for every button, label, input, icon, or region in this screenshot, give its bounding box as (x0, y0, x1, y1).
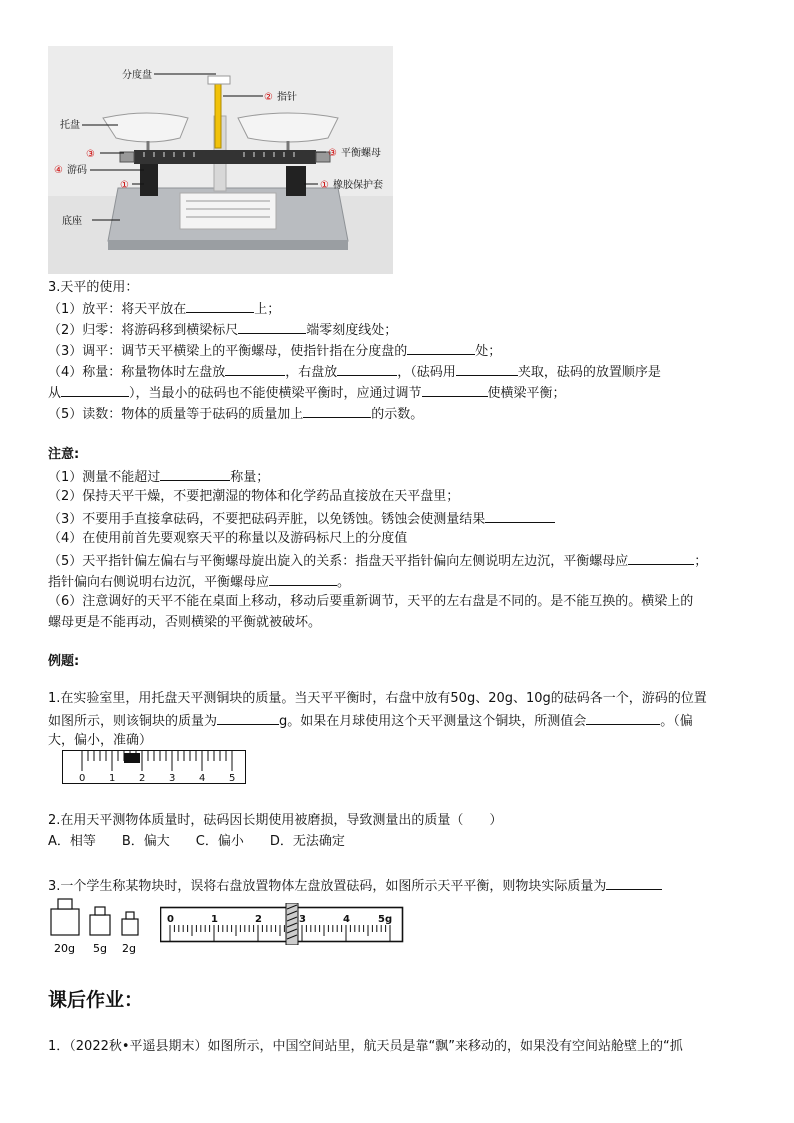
note-1: （1）测量不能超过 称量； (48, 466, 269, 488)
weight-20g: 20g (54, 942, 75, 955)
note-6-line2: 螺母更是不能再动，否则横梁的平衡就被破坏。 (48, 615, 322, 630)
examples-title: 例题: (48, 654, 80, 669)
label-base: 底座 (62, 216, 82, 227)
rider-ruler-1 (62, 750, 246, 786)
note-2: （2）保持天平干燥，不要把潮湿的物体和化学药品直接放在天平盘里； (48, 489, 460, 504)
marker-rubber-left: ① (120, 180, 129, 191)
usage-step-2: （2）归零：将游码移到横梁标尺 端零刻度线处； (48, 319, 397, 341)
example-2: 2.在用天平测物体质量时，砝码因长期使用被磨损，导致测量出的质量（ ） (48, 813, 503, 828)
usage-step-1: （1）放平：将天平放在 上； (48, 298, 280, 320)
ruler1-label-4: 4 (199, 773, 206, 784)
ruler2-label-0: 0 (167, 914, 174, 925)
usage-step-3: （3）调平：调节天平横梁上的平衡螺母，使指针指在分度盘的 处； (48, 340, 501, 362)
usage-title: 3.天平的使用： (48, 280, 139, 295)
ruler2-label-4: 4 (343, 914, 350, 925)
weight-5g: 5g (93, 942, 107, 955)
label-balance-nut: 平衡螺母 (341, 148, 381, 159)
example-1-line3: 大，偏小，准确） (48, 733, 153, 748)
note-6-line1: （6）注意调好的天平不能在桌面上移动，移动后要重新调节，天平的左右盘是不同的。是不能互换的。横梁上的 (48, 594, 694, 609)
weights-svg (48, 895, 148, 957)
usage-step-4-line1: （4）称量：称量物体时左盘放 ，右盘放 ，（砝码用 夹取，砝码的放置顺序是 (48, 361, 661, 383)
ruler2-label-3: 3 (299, 914, 306, 925)
note-5-line1: （5）天平指针偏左偏右与平衡螺母旋出旋入的关系：指盘天平指针偏向左侧说明左边沉，平衡螺母应 ； (48, 550, 707, 572)
ruler1-label-5: 5 (229, 773, 236, 784)
rider-ruler-2 (160, 903, 406, 945)
rider-ruler-1-svg (62, 750, 246, 786)
weights-figure (48, 895, 148, 957)
example-1-line1: 1.在实验室里，用托盘天平测铜块的质量。当天平平衡时，右盘中放有50g、20g、10g的砝码各一个，游码的位置 (48, 691, 707, 706)
label-scale-plate: 分度盘 (122, 70, 152, 81)
usage-step-5: （5）读数：物体的质量等于砝码的质量加上 的示数。 (48, 403, 423, 425)
homework-q1: 1．（2022秋•平遥县期末）如图所示，中国空间站里，航天员是靠“飘”来移动的，如果没有空间站舱壁上的“抓 (48, 1039, 683, 1054)
marker-pointer: ② (264, 92, 273, 103)
marker-nut-left: ③ (86, 149, 95, 160)
ruler2-label-2: 2 (255, 914, 262, 925)
weight-2g: 2g (122, 942, 136, 955)
ruler1-label-0: 0 (79, 773, 86, 784)
homework-title: 课后作业： (48, 989, 144, 1011)
ruler2-label-end: 5g (378, 914, 393, 925)
balance-illustration (48, 46, 393, 274)
marker-rider: ④ (54, 165, 63, 176)
label-rider: 游码 (67, 165, 87, 176)
example-3: 3.一个学生称某物块时，误将右盘放置物体左盘放置砝码，如图所示天平平衡，则物块实际质量为 (48, 875, 662, 897)
example-1-line2: 如图所示，则该铜块的质量为 g。如果在月球使用这个天平测量这个铜块，所测值会 。（偏 (48, 710, 693, 732)
rider-ruler-2-svg (160, 903, 406, 945)
ruler1-label-2: 2 (139, 773, 146, 784)
marker-nut-right: ③ (328, 148, 337, 159)
note-5-line2: 指针偏向右侧说明右边沉，平衡螺母应 。 (48, 571, 350, 593)
marker-rubber-right: ① (320, 180, 329, 191)
ruler1-label-3: 3 (169, 773, 176, 784)
example-2-options: A．相等 B．偏大 C．偏小 D．无法确定 (48, 834, 345, 849)
label-pointer: 指针 (277, 92, 297, 103)
label-rubber-cover: 橡胶保护套 (333, 180, 383, 191)
rider-marker (124, 753, 140, 763)
note-3: （3）不要用手直接拿砝码，不要把砝码弄脏，以免锈蚀。锈蚀会使测量结果 (48, 508, 555, 530)
note-4: （4）在使用前首先要观察天平的称量以及游码标尺上的分度值 (48, 531, 408, 546)
ruler2-label-1: 1 (211, 914, 218, 925)
balance-figure (48, 46, 393, 274)
label-pan: 托盘 (60, 120, 80, 131)
usage-step-4-line2: 从 ），当最小的砝码也不能使横梁平衡时，应通过调节 使横梁平衡； (48, 382, 566, 404)
ruler1-label-1: 1 (109, 773, 116, 784)
notes-title: 注意: (48, 447, 80, 462)
